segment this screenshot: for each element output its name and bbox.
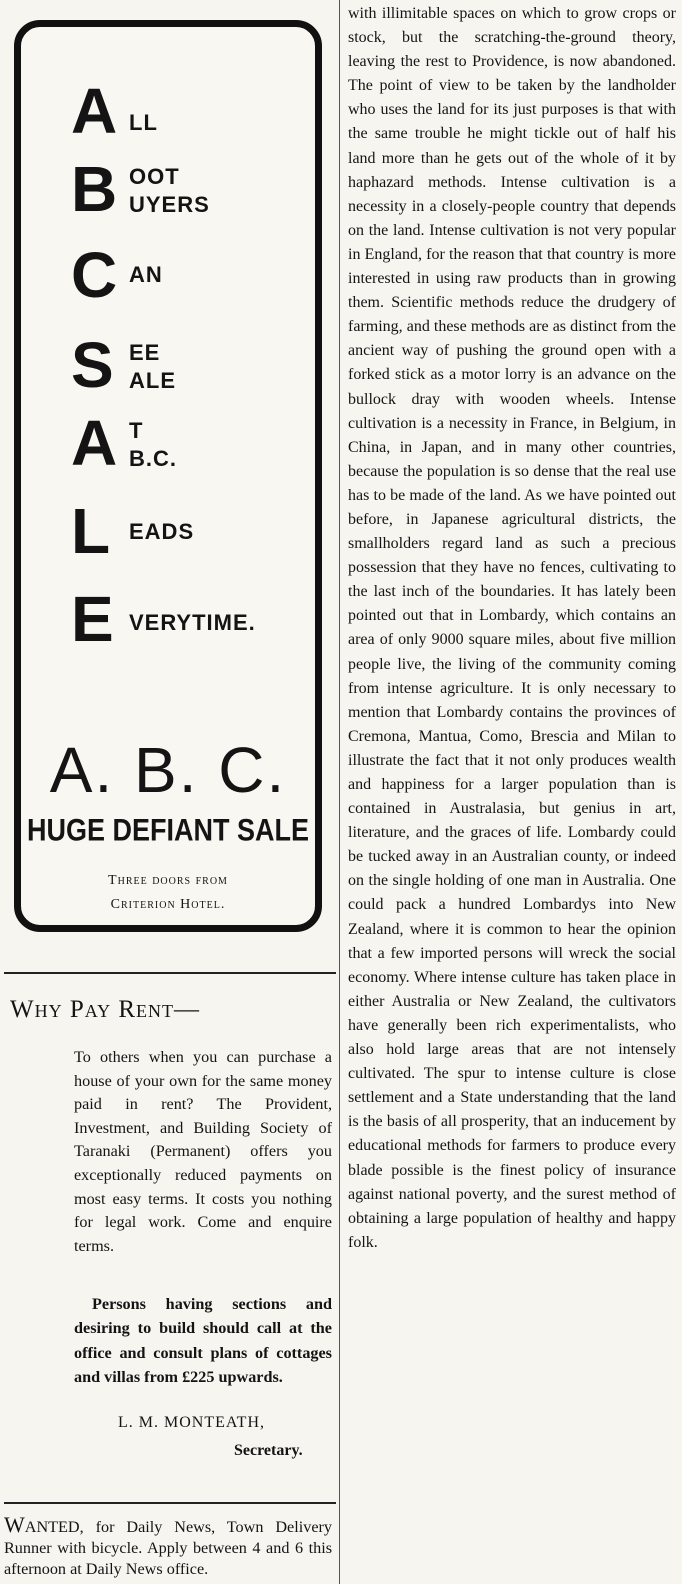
acrostic-word: B.C.	[129, 446, 177, 471]
acrostic-word: UYERS	[129, 192, 210, 217]
acrostic-initial: S	[71, 329, 114, 401]
acrostic-initial: B	[71, 153, 118, 225]
store-address	[21, 869, 315, 917]
acrostic-word: AN	[129, 262, 163, 287]
abc-advertisement	[14, 20, 322, 932]
acrostic-word: EADS	[129, 519, 195, 544]
article-text: with illimitable spaces on which to grow crops or stock, but the scratching-the-ground theory, leaving the rest to Providence, is now abandoned. The point of view to be taken by the landholder who uses the land for its just purposes is that with the same trouble he might tickle out of half his land more than he gets out of the whole of it by haphazard methods. Intense cultivation is a necessity in a closely-people country that depends on the land. Intense cultivation is not very popular in England, for the reason that that country is more interested in using raw products than in growing them. Scientific methods reduce the drudgery of farming, and these methods are as distinct from the ancient way of pushing the ground open with a forked stick as a motor lorry is an advance on the bullock dray with wooden wheels. Intense cultivation is a necessity in France, in Belgium, in China, in Japan, and in many other countries, because the population is so dense that the real use has to be made of the land. As we have pointed out before, in Japanese agricultural districts, the smallholders regard land as such a precious possession that they have no fences, cultivating to the last inch of the boundaries. It has lately been pointed out that in Lombardy, which contains an area of only 9000 square miles, about five million people live, the living of the community coming from intense agriculture. It is only necessary to mention that Lombardy contains the provinces of Cremona, Mantua, Como, Brescia and Milan to illustrate the fact that it not only produces wealth and happiness for a larger population than is contained in Australasia, but genius in art, literature, and the graces of life. Lombardy could be tucked away in an Australian county, or indeed on the single holding of one man in Australia. One could pack a hundred Lombardys into New Zealand, where it is common to hear the opinion that a few imported persons will wreck the social economy. Where intense culture has taken place in either Australia or New Zealand, the cultivators have generally been rich experimentalists, who also hold large areas that are not intensely cultivated. The spur to intense culture is close settlement and a State understanding that the land is the basis of all prosperity, that an inducement by educational methods for farmers to produce every blade possible is the finest policy of insurance against national poverty, and the surest method of obtaining a large population of healthy and happy folk.	[348, 5, 676, 1251]
column-divider	[4, 972, 336, 974]
acrostic-word: EE	[129, 340, 161, 365]
wanted-ad	[4, 1514, 332, 1580]
address-line: Three doors from	[108, 873, 228, 888]
store-name: A. B. C.	[49, 734, 287, 806]
acrostic-word: ALE	[129, 368, 176, 393]
acrostic-word: OOT	[129, 164, 180, 189]
sale-tagline: HUGE DEFIANT SALE	[26, 812, 309, 848]
signatory-name: L. M. MONTEATH,	[118, 1414, 265, 1431]
wanted-text: ANTED, for Daily News, Town Delivery Runner with bicycle. Apply between 4 and 6 this afternoon at Daily News office.	[4, 1518, 332, 1578]
rent-heading: Why Pay Rent—	[10, 996, 201, 1023]
rent-body: To others when you can purchase a house of your own for the same money paid in rent? The Provident, Investment, and Building Society of Taranaki (Permanent) offers you exceptionally reduced payments on most easy terms. It costs you nothing for legal work. Come and enquire terms.	[74, 1048, 332, 1255]
rent-body-2-text: Persons having sections and desiring to build should call at the office and consult plans of cottages and villas from £225 upwards.	[74, 1295, 332, 1387]
acrostic-initial: A	[71, 407, 118, 479]
address-line: Criterion Hotel.	[110, 897, 226, 912]
column-divider	[4, 1502, 336, 1504]
signatory-title: Secretary.	[234, 1442, 303, 1459]
acrostic-initial: E	[71, 583, 114, 655]
acrostic-initial: L	[71, 495, 111, 567]
column-rule	[339, 0, 340, 1584]
rent-body-2	[74, 1292, 332, 1390]
acrostic-initial: A	[71, 75, 118, 147]
acrostic-word: T	[129, 418, 144, 443]
acrostic-word: VERYTIME.	[129, 610, 256, 635]
acrostic-initial: C	[71, 239, 118, 311]
acrostic-word: LL	[129, 110, 158, 135]
left-column	[0, 0, 340, 1584]
wanted-initial: W	[4, 1512, 25, 1537]
